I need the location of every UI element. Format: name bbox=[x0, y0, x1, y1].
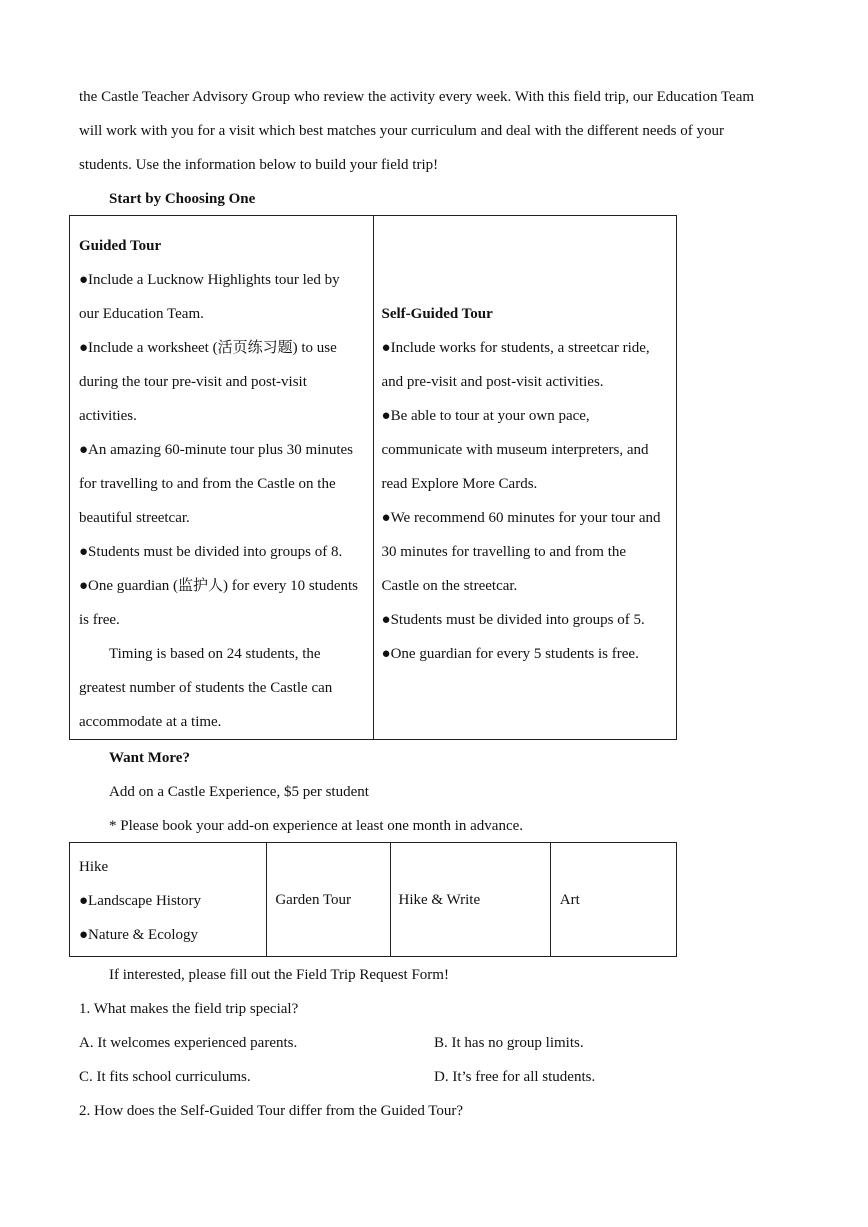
section-heading-choose: Start by Choosing One bbox=[109, 191, 256, 207]
guided-line: for travelling to and from the Castle on the bbox=[79, 476, 336, 492]
art-label: Art bbox=[559, 891, 580, 908]
guided-line: during the tour pre-visit and post-visit bbox=[79, 374, 307, 390]
garden-tour-label: Garden Tour bbox=[275, 891, 352, 908]
question-2: 2. How does the Self-Guided Tour differ from the Guided Tour? bbox=[79, 1103, 464, 1119]
guided-line: Timing is based on 24 students, the bbox=[109, 646, 321, 662]
hike-title: Hike bbox=[79, 859, 109, 875]
guided-line: is free. bbox=[79, 612, 120, 628]
intro-line-2: will work with you for a visit which best matches your curriculum and deal with the different needs of your bbox=[79, 123, 724, 139]
guided-line: ●An amazing 60-minute tour plus 30 minutes bbox=[79, 442, 354, 458]
q1-option-c: C. It fits school curriculums. bbox=[79, 1069, 251, 1085]
question-1: 1. What makes the field trip special? bbox=[79, 1001, 299, 1017]
q1-option-d: D. It’s free for all students. bbox=[434, 1069, 596, 1085]
addon-options-table bbox=[69, 842, 677, 957]
garden-tour-cell bbox=[267, 843, 390, 957]
request-form-line: If interested, please fill out the Field Trip Request Form! bbox=[109, 967, 449, 983]
self-guided-line: ●We recommend 60 minutes for your tour and bbox=[381, 510, 661, 526]
self-guided-line: communicate with museum interpreters, and bbox=[381, 442, 649, 458]
guided-line: ●One guardian (监护人) for every 10 students bbox=[79, 578, 358, 594]
guided-line: beautiful streetcar. bbox=[79, 510, 190, 526]
q1-option-b: B. It has no group limits. bbox=[434, 1035, 584, 1051]
self-guided-line: read Explore More Cards. bbox=[381, 476, 538, 492]
guided-tour-cell bbox=[70, 216, 374, 740]
add-on-price-line: Add on a Castle Experience, $5 per student bbox=[109, 784, 369, 800]
hike-write-label: Hike & Write bbox=[398, 891, 481, 908]
self-guided-line: ●Students must be divided into groups of 5. bbox=[381, 612, 645, 628]
booking-note: * Please book your add-on experience at least one month in advance. bbox=[109, 818, 524, 834]
self-guided-line: and pre-visit and post-visit activities. bbox=[381, 374, 604, 390]
hike-cell bbox=[70, 843, 267, 957]
guided-line: ●Include a Lucknow Highlights tour led by bbox=[79, 272, 340, 288]
self-guided-line: 30 minutes for travelling to and from the bbox=[381, 544, 627, 560]
guided-tour-title: Guided Tour bbox=[79, 238, 162, 254]
intro-line-3: students. Use the information below to build your field trip! bbox=[79, 157, 439, 173]
art-cell bbox=[550, 843, 676, 957]
hike-write-cell bbox=[390, 843, 550, 957]
self-guided-line: ●Include works for students, a streetcar ride, bbox=[381, 340, 650, 356]
guided-line: activities. bbox=[79, 408, 137, 424]
guided-line: greatest number of students the Castle can bbox=[79, 680, 333, 696]
hike-item: ●Landscape History bbox=[79, 893, 201, 909]
self-guided-tour-cell bbox=[373, 216, 676, 740]
self-guided-tour-title: Self-Guided Tour bbox=[381, 306, 493, 322]
guided-line: our Education Team. bbox=[79, 306, 204, 322]
guided-line: ●Include a worksheet (活页练习题) to use bbox=[79, 340, 337, 356]
tour-options-table bbox=[69, 215, 677, 740]
self-guided-line: ●Be able to tour at your own pace, bbox=[381, 408, 590, 424]
self-guided-line: Castle on the streetcar. bbox=[381, 578, 518, 594]
hike-item: ●Nature & Ecology bbox=[79, 927, 199, 943]
guided-line: accommodate at a time. bbox=[79, 714, 222, 730]
guided-line: ●Students must be divided into groups of 8. bbox=[79, 544, 343, 560]
intro-line-1: the Castle Teacher Advisory Group who review the activity every week. With this field trip, our Education Team bbox=[79, 89, 755, 105]
self-guided-line: ●One guardian for every 5 students is free. bbox=[381, 646, 639, 662]
q1-option-a: A. It welcomes experienced parents. bbox=[79, 1035, 298, 1051]
want-more-heading: Want More? bbox=[109, 750, 190, 766]
